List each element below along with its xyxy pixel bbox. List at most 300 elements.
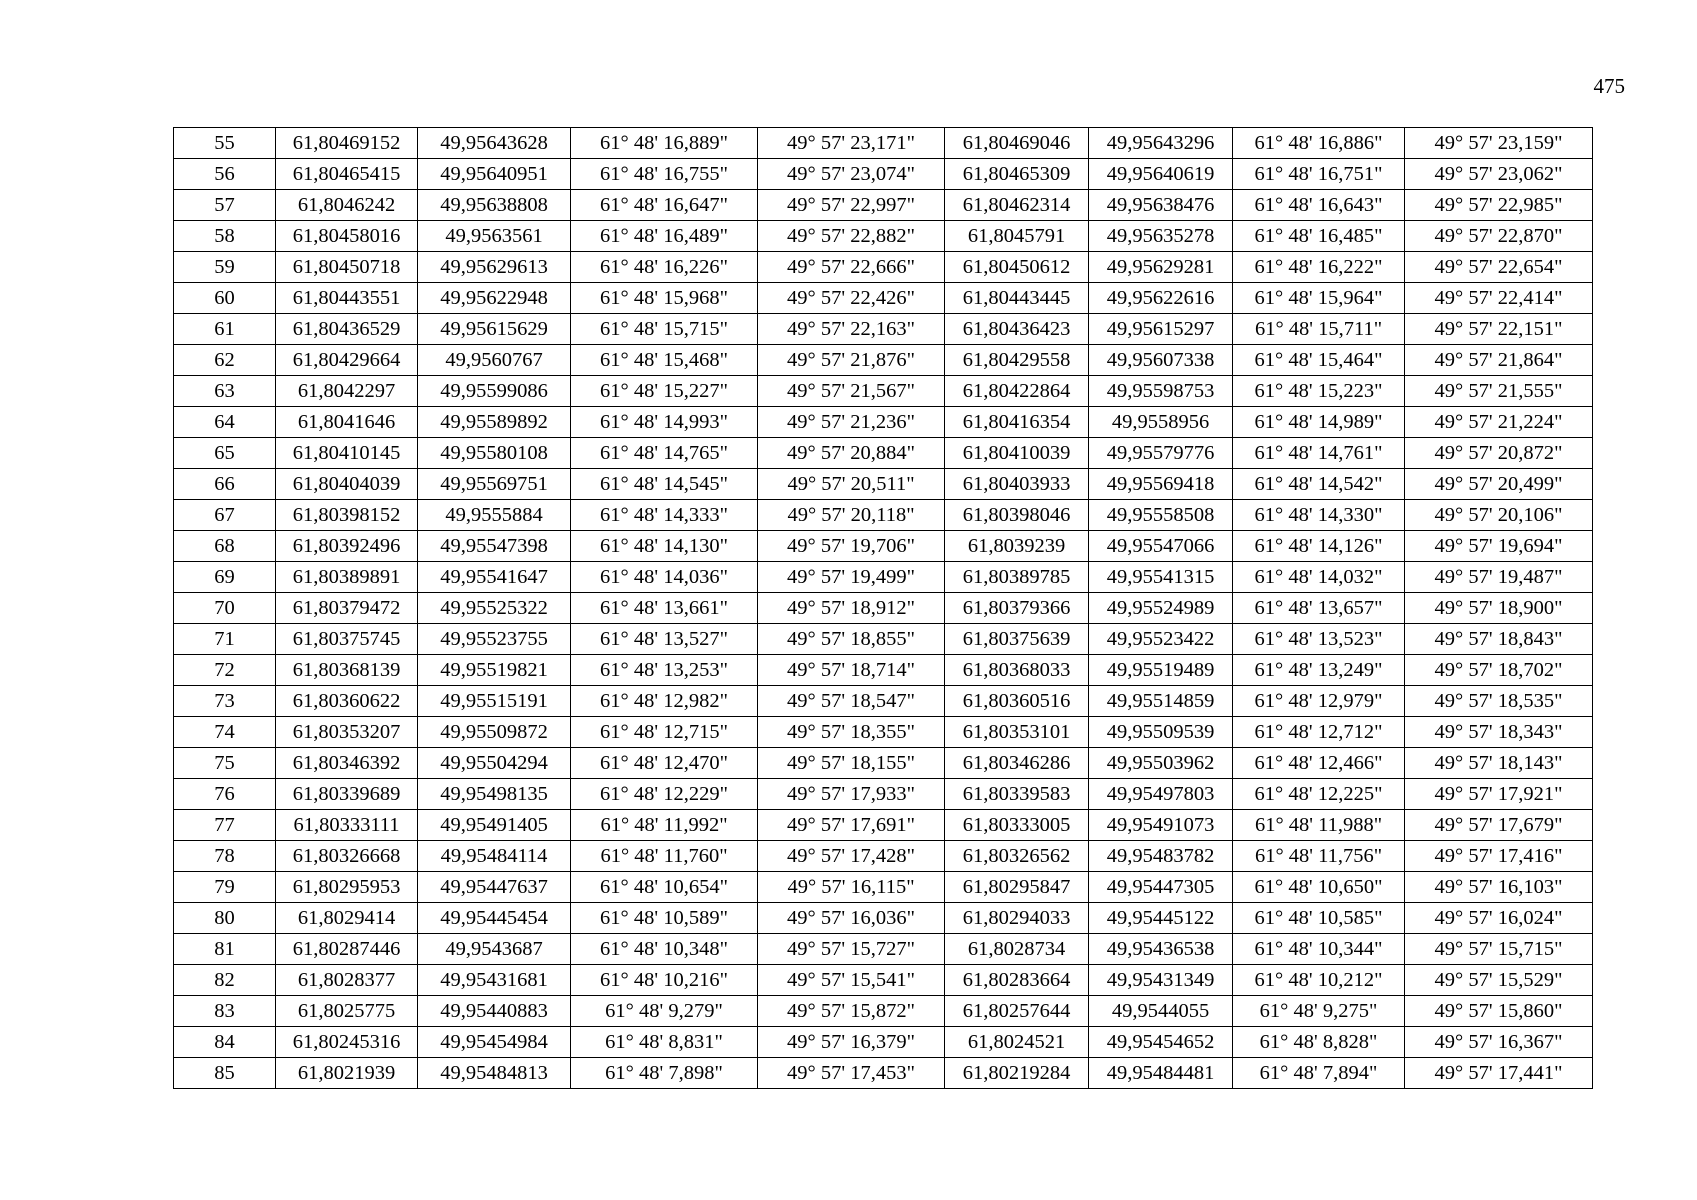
longitude-decimal-2-cell: 49,95579776 [1089,438,1233,469]
longitude-dms-2-cell: 49° 57' 15,860" [1405,996,1593,1027]
latitude-decimal-cell: 61,80458016 [276,221,418,252]
latitude-dms-cell: 61° 48' 16,226" [571,252,758,283]
latitude-dms-2-cell: 61° 48' 16,643" [1233,190,1405,221]
latitude-dms-cell: 61° 48' 14,993" [571,407,758,438]
latitude-decimal-2-cell: 61,80283664 [945,965,1089,996]
point-number-cell: 56 [174,159,276,190]
longitude-decimal-2-cell: 49,95491073 [1089,810,1233,841]
longitude-decimal-cell: 49,95431681 [418,965,571,996]
longitude-decimal-2-cell: 49,95509539 [1089,717,1233,748]
point-number-cell: 80 [174,903,276,934]
latitude-dms-2-cell: 61° 48' 10,650" [1233,872,1405,903]
latitude-decimal-cell: 61,8046242 [276,190,418,221]
longitude-decimal-2-cell: 49,95622616 [1089,283,1233,314]
point-number-cell: 58 [174,221,276,252]
longitude-dms-cell: 49° 57' 22,666" [758,252,945,283]
latitude-dms-2-cell: 61° 48' 8,828" [1233,1027,1405,1058]
longitude-decimal-2-cell: 49,95431349 [1089,965,1233,996]
table-row [174,810,1593,841]
latitude-dms-cell: 61° 48' 12,470" [571,748,758,779]
latitude-dms-cell: 61° 48' 15,227" [571,376,758,407]
longitude-decimal-cell: 49,95547398 [418,531,571,562]
table-row [174,686,1593,717]
latitude-dms-cell: 61° 48' 13,527" [571,624,758,655]
latitude-decimal-2-cell: 61,8028734 [945,934,1089,965]
coordinates-table [173,127,1593,1089]
longitude-dms-2-cell: 49° 57' 22,985" [1405,190,1593,221]
point-number-cell: 66 [174,469,276,500]
latitude-decimal-cell: 61,80339689 [276,779,418,810]
latitude-decimal-2-cell: 61,80379366 [945,593,1089,624]
latitude-decimal-cell: 61,80450718 [276,252,418,283]
longitude-decimal-2-cell: 49,9544055 [1089,996,1233,1027]
latitude-dms-2-cell: 61° 48' 13,523" [1233,624,1405,655]
longitude-dms-cell: 49° 57' 15,727" [758,934,945,965]
longitude-decimal-2-cell: 49,95638476 [1089,190,1233,221]
longitude-dms-2-cell: 49° 57' 16,024" [1405,903,1593,934]
longitude-decimal-cell: 49,95509872 [418,717,571,748]
latitude-dms-cell: 61° 48' 13,253" [571,655,758,686]
latitude-decimal-2-cell: 61,80462314 [945,190,1089,221]
longitude-decimal-2-cell: 49,95607338 [1089,345,1233,376]
latitude-dms-2-cell: 61° 48' 12,712" [1233,717,1405,748]
latitude-dms-2-cell: 61° 48' 12,979" [1233,686,1405,717]
longitude-dms-2-cell: 49° 57' 22,151" [1405,314,1593,345]
latitude-dms-cell: 61° 48' 15,968" [571,283,758,314]
longitude-dms-2-cell: 49° 57' 21,224" [1405,407,1593,438]
longitude-dms-cell: 49° 57' 17,691" [758,810,945,841]
latitude-dms-cell: 61° 48' 11,760" [571,841,758,872]
table-body [174,128,1593,1089]
latitude-dms-cell: 61° 48' 14,036" [571,562,758,593]
table-row [174,1058,1593,1089]
table-row [174,872,1593,903]
longitude-decimal-cell: 49,95491405 [418,810,571,841]
latitude-decimal-2-cell: 61,80375639 [945,624,1089,655]
longitude-decimal-cell: 49,95615629 [418,314,571,345]
table-row [174,655,1593,686]
latitude-decimal-2-cell: 61,80429558 [945,345,1089,376]
latitude-dms-2-cell: 61° 48' 14,542" [1233,469,1405,500]
table-row [174,1027,1593,1058]
point-number-cell: 62 [174,345,276,376]
table-row [174,221,1593,252]
longitude-dms-cell: 49° 57' 16,115" [758,872,945,903]
latitude-dms-2-cell: 61° 48' 15,464" [1233,345,1405,376]
latitude-dms-cell: 61° 48' 16,755" [571,159,758,190]
latitude-decimal-2-cell: 61,80294033 [945,903,1089,934]
latitude-dms-cell: 61° 48' 16,647" [571,190,758,221]
longitude-dms-cell: 49° 57' 21,236" [758,407,945,438]
longitude-dms-2-cell: 49° 57' 18,535" [1405,686,1593,717]
longitude-dms-cell: 49° 57' 22,426" [758,283,945,314]
latitude-decimal-cell: 61,80469152 [276,128,418,159]
latitude-dms-2-cell: 61° 48' 14,126" [1233,531,1405,562]
longitude-decimal-cell: 49,95498135 [418,779,571,810]
longitude-decimal-cell: 49,95569751 [418,469,571,500]
point-number-cell: 57 [174,190,276,221]
latitude-decimal-2-cell: 61,80465309 [945,159,1089,190]
latitude-decimal-2-cell: 61,80416354 [945,407,1089,438]
latitude-dms-2-cell: 61° 48' 15,223" [1233,376,1405,407]
latitude-dms-2-cell: 61° 48' 10,585" [1233,903,1405,934]
table-row [174,500,1593,531]
table-row [174,934,1593,965]
latitude-decimal-cell: 61,80429664 [276,345,418,376]
point-number-cell: 84 [174,1027,276,1058]
longitude-dms-2-cell: 49° 57' 18,702" [1405,655,1593,686]
latitude-decimal-cell: 61,8042297 [276,376,418,407]
longitude-decimal-cell: 49,9560767 [418,345,571,376]
latitude-decimal-cell: 61,80436529 [276,314,418,345]
point-number-cell: 75 [174,748,276,779]
longitude-dms-cell: 49° 57' 19,499" [758,562,945,593]
longitude-decimal-2-cell: 49,95514859 [1089,686,1233,717]
latitude-decimal-cell: 61,80465415 [276,159,418,190]
point-number-cell: 59 [174,252,276,283]
latitude-dms-2-cell: 61° 48' 16,751" [1233,159,1405,190]
longitude-decimal-2-cell: 49,95615297 [1089,314,1233,345]
longitude-decimal-2-cell: 49,95569418 [1089,469,1233,500]
point-number-cell: 85 [174,1058,276,1089]
longitude-decimal-2-cell: 49,95547066 [1089,531,1233,562]
latitude-decimal-cell: 61,80443551 [276,283,418,314]
latitude-dms-2-cell: 61° 48' 13,657" [1233,593,1405,624]
latitude-decimal-2-cell: 61,80389785 [945,562,1089,593]
longitude-dms-cell: 49° 57' 22,163" [758,314,945,345]
latitude-decimal-cell: 61,80326668 [276,841,418,872]
longitude-dms-cell: 49° 57' 18,155" [758,748,945,779]
longitude-decimal-cell: 49,95519821 [418,655,571,686]
table-row [174,965,1593,996]
longitude-decimal-2-cell: 49,95598753 [1089,376,1233,407]
longitude-dms-cell: 49° 57' 20,884" [758,438,945,469]
latitude-decimal-cell: 61,80379472 [276,593,418,624]
latitude-decimal-cell: 61,80360622 [276,686,418,717]
latitude-decimal-2-cell: 61,80360516 [945,686,1089,717]
longitude-dms-cell: 49° 57' 16,379" [758,1027,945,1058]
longitude-dms-cell: 49° 57' 18,355" [758,717,945,748]
latitude-dms-2-cell: 61° 48' 7,894" [1233,1058,1405,1089]
latitude-dms-cell: 61° 48' 9,279" [571,996,758,1027]
longitude-dms-2-cell: 49° 57' 20,872" [1405,438,1593,469]
point-number-cell: 61 [174,314,276,345]
latitude-decimal-cell: 61,80389891 [276,562,418,593]
longitude-dms-cell: 49° 57' 21,876" [758,345,945,376]
latitude-decimal-cell: 61,80333111 [276,810,418,841]
longitude-dms-cell: 49° 57' 18,912" [758,593,945,624]
longitude-dms-2-cell: 49° 57' 16,367" [1405,1027,1593,1058]
table-row [174,407,1593,438]
point-number-cell: 73 [174,686,276,717]
longitude-dms-2-cell: 49° 57' 15,715" [1405,934,1593,965]
longitude-decimal-cell: 49,95622948 [418,283,571,314]
table-row [174,314,1593,345]
latitude-dms-2-cell: 61° 48' 15,711" [1233,314,1405,345]
longitude-decimal-cell: 49,95599086 [418,376,571,407]
longitude-decimal-cell: 49,95484114 [418,841,571,872]
latitude-dms-2-cell: 61° 48' 16,222" [1233,252,1405,283]
point-number-cell: 82 [174,965,276,996]
longitude-decimal-2-cell: 49,95447305 [1089,872,1233,903]
latitude-dms-cell: 61° 48' 16,489" [571,221,758,252]
latitude-decimal-2-cell: 61,80469046 [945,128,1089,159]
latitude-decimal-2-cell: 61,80403933 [945,469,1089,500]
longitude-dms-2-cell: 49° 57' 18,843" [1405,624,1593,655]
table-row [174,748,1593,779]
longitude-dms-2-cell: 49° 57' 16,103" [1405,872,1593,903]
longitude-decimal-2-cell: 49,95635278 [1089,221,1233,252]
latitude-dms-2-cell: 61° 48' 10,212" [1233,965,1405,996]
longitude-dms-2-cell: 49° 57' 17,416" [1405,841,1593,872]
point-number-cell: 68 [174,531,276,562]
latitude-decimal-cell: 61,80353207 [276,717,418,748]
longitude-decimal-2-cell: 49,95523422 [1089,624,1233,655]
longitude-decimal-cell: 49,95640951 [418,159,571,190]
point-number-cell: 83 [174,996,276,1027]
latitude-dms-2-cell: 61° 48' 12,466" [1233,748,1405,779]
latitude-dms-cell: 61° 48' 10,348" [571,934,758,965]
longitude-dms-2-cell: 49° 57' 18,343" [1405,717,1593,748]
point-number-cell: 64 [174,407,276,438]
latitude-decimal-2-cell: 61,80339583 [945,779,1089,810]
latitude-decimal-cell: 61,80398152 [276,500,418,531]
point-number-cell: 55 [174,128,276,159]
longitude-dms-cell: 49° 57' 22,997" [758,190,945,221]
latitude-decimal-2-cell: 61,80410039 [945,438,1089,469]
longitude-decimal-2-cell: 49,95503962 [1089,748,1233,779]
latitude-decimal-cell: 61,80287446 [276,934,418,965]
longitude-dms-cell: 49° 57' 15,872" [758,996,945,1027]
latitude-dms-2-cell: 61° 48' 11,988" [1233,810,1405,841]
longitude-decimal-2-cell: 49,95519489 [1089,655,1233,686]
table-row [174,841,1593,872]
latitude-dms-2-cell: 61° 48' 10,344" [1233,934,1405,965]
longitude-dms-2-cell: 49° 57' 20,106" [1405,500,1593,531]
longitude-dms-2-cell: 49° 57' 21,555" [1405,376,1593,407]
latitude-dms-cell: 61° 48' 7,898" [571,1058,758,1089]
latitude-decimal-cell: 61,8041646 [276,407,418,438]
latitude-dms-2-cell: 61° 48' 14,330" [1233,500,1405,531]
longitude-decimal-2-cell: 49,95497803 [1089,779,1233,810]
table-row [174,562,1593,593]
longitude-decimal-2-cell: 49,95629281 [1089,252,1233,283]
latitude-decimal-2-cell: 61,80346286 [945,748,1089,779]
table-row [174,531,1593,562]
point-number-cell: 71 [174,624,276,655]
longitude-decimal-2-cell: 49,95436538 [1089,934,1233,965]
longitude-dms-2-cell: 49° 57' 22,414" [1405,283,1593,314]
latitude-decimal-2-cell: 61,80450612 [945,252,1089,283]
latitude-decimal-2-cell: 61,80398046 [945,500,1089,531]
longitude-dms-2-cell: 49° 57' 23,159" [1405,128,1593,159]
longitude-decimal-cell: 49,95638808 [418,190,571,221]
latitude-dms-2-cell: 61° 48' 14,032" [1233,562,1405,593]
point-number-cell: 74 [174,717,276,748]
point-number-cell: 60 [174,283,276,314]
longitude-dms-cell: 49° 57' 20,118" [758,500,945,531]
longitude-decimal-cell: 49,95447637 [418,872,571,903]
longitude-decimal-cell: 49,95629613 [418,252,571,283]
longitude-dms-cell: 49° 57' 23,171" [758,128,945,159]
point-number-cell: 69 [174,562,276,593]
latitude-dms-cell: 61° 48' 11,992" [571,810,758,841]
latitude-dms-cell: 61° 48' 12,229" [571,779,758,810]
longitude-decimal-cell: 49,95515191 [418,686,571,717]
point-number-cell: 78 [174,841,276,872]
latitude-decimal-2-cell: 61,80368033 [945,655,1089,686]
latitude-decimal-cell: 61,8025775 [276,996,418,1027]
latitude-decimal-cell: 61,80368139 [276,655,418,686]
latitude-decimal-cell: 61,80404039 [276,469,418,500]
point-number-cell: 77 [174,810,276,841]
table-row [174,190,1593,221]
latitude-decimal-cell: 61,80375745 [276,624,418,655]
latitude-dms-2-cell: 61° 48' 11,756" [1233,841,1405,872]
longitude-decimal-2-cell: 49,95558508 [1089,500,1233,531]
latitude-dms-cell: 61° 48' 13,661" [571,593,758,624]
latitude-decimal-2-cell: 61,80326562 [945,841,1089,872]
longitude-decimal-2-cell: 49,95541315 [1089,562,1233,593]
table-row [174,345,1593,376]
latitude-dms-cell: 61° 48' 14,765" [571,438,758,469]
longitude-decimal-cell: 49,95523755 [418,624,571,655]
latitude-dms-2-cell: 61° 48' 9,275" [1233,996,1405,1027]
longitude-decimal-2-cell: 49,9558956 [1089,407,1233,438]
latitude-decimal-cell: 61,80346392 [276,748,418,779]
longitude-decimal-cell: 49,95440883 [418,996,571,1027]
latitude-decimal-cell: 61,8021939 [276,1058,418,1089]
latitude-decimal-2-cell: 61,80219284 [945,1058,1089,1089]
latitude-dms-2-cell: 61° 48' 16,886" [1233,128,1405,159]
latitude-decimal-2-cell: 61,80333005 [945,810,1089,841]
table-row [174,283,1593,314]
latitude-decimal-2-cell: 61,80422864 [945,376,1089,407]
latitude-decimal-2-cell: 61,80436423 [945,314,1089,345]
latitude-dms-2-cell: 61° 48' 14,761" [1233,438,1405,469]
longitude-decimal-2-cell: 49,95484481 [1089,1058,1233,1089]
table-row [174,159,1593,190]
point-number-cell: 76 [174,779,276,810]
longitude-decimal-cell: 49,95541647 [418,562,571,593]
longitude-decimal-cell: 49,95580108 [418,438,571,469]
longitude-dms-2-cell: 49° 57' 22,870" [1405,221,1593,252]
longitude-decimal-cell: 49,9563561 [418,221,571,252]
point-number-cell: 79 [174,872,276,903]
table-row [174,593,1593,624]
table-row [174,996,1593,1027]
table-row [174,469,1593,500]
latitude-decimal-2-cell: 61,80295847 [945,872,1089,903]
latitude-dms-cell: 61° 48' 14,333" [571,500,758,531]
longitude-decimal-cell: 49,95454984 [418,1027,571,1058]
longitude-decimal-2-cell: 49,95445122 [1089,903,1233,934]
longitude-decimal-cell: 49,9555884 [418,500,571,531]
longitude-dms-cell: 49° 57' 18,714" [758,655,945,686]
longitude-decimal-cell: 49,95589892 [418,407,571,438]
longitude-decimal-cell: 49,95484813 [418,1058,571,1089]
longitude-dms-cell: 49° 57' 17,933" [758,779,945,810]
latitude-dms-cell: 61° 48' 12,715" [571,717,758,748]
longitude-dms-cell: 49° 57' 18,855" [758,624,945,655]
longitude-decimal-2-cell: 49,95643296 [1089,128,1233,159]
longitude-dms-cell: 49° 57' 17,453" [758,1058,945,1089]
latitude-dms-2-cell: 61° 48' 15,964" [1233,283,1405,314]
latitude-decimal-cell: 61,80410145 [276,438,418,469]
longitude-decimal-2-cell: 49,95454652 [1089,1027,1233,1058]
point-number-cell: 67 [174,500,276,531]
latitude-dms-cell: 61° 48' 14,130" [571,531,758,562]
latitude-dms-2-cell: 61° 48' 12,225" [1233,779,1405,810]
longitude-decimal-2-cell: 49,95640619 [1089,159,1233,190]
latitude-decimal-cell: 61,80392496 [276,531,418,562]
latitude-dms-cell: 61° 48' 10,589" [571,903,758,934]
latitude-decimal-2-cell: 61,80257644 [945,996,1089,1027]
latitude-dms-2-cell: 61° 48' 13,249" [1233,655,1405,686]
table-row [174,128,1593,159]
table-row [174,717,1593,748]
longitude-dms-cell: 49° 57' 20,511" [758,469,945,500]
point-number-cell: 65 [174,438,276,469]
table-row [174,903,1593,934]
latitude-decimal-cell: 61,8028377 [276,965,418,996]
point-number-cell: 81 [174,934,276,965]
latitude-dms-2-cell: 61° 48' 16,485" [1233,221,1405,252]
table-row [174,252,1593,283]
longitude-dms-cell: 49° 57' 23,074" [758,159,945,190]
longitude-decimal-cell: 49,95504294 [418,748,571,779]
longitude-dms-cell: 49° 57' 21,567" [758,376,945,407]
longitude-dms-2-cell: 49° 57' 21,864" [1405,345,1593,376]
latitude-dms-2-cell: 61° 48' 14,989" [1233,407,1405,438]
longitude-dms-cell: 49° 57' 18,547" [758,686,945,717]
longitude-decimal-cell: 49,95445454 [418,903,571,934]
latitude-dms-cell: 61° 48' 12,982" [571,686,758,717]
longitude-dms-2-cell: 49° 57' 15,529" [1405,965,1593,996]
latitude-dms-cell: 61° 48' 8,831" [571,1027,758,1058]
longitude-dms-2-cell: 49° 57' 19,694" [1405,531,1593,562]
longitude-dms-2-cell: 49° 57' 17,679" [1405,810,1593,841]
table-row [174,376,1593,407]
longitude-dms-2-cell: 49° 57' 17,441" [1405,1058,1593,1089]
latitude-dms-cell: 61° 48' 15,715" [571,314,758,345]
latitude-decimal-2-cell: 61,80353101 [945,717,1089,748]
table-row [174,779,1593,810]
point-number-cell: 70 [174,593,276,624]
latitude-dms-cell: 61° 48' 10,654" [571,872,758,903]
latitude-decimal-2-cell: 61,8024521 [945,1027,1089,1058]
latitude-dms-cell: 61° 48' 14,545" [571,469,758,500]
longitude-dms-2-cell: 49° 57' 20,499" [1405,469,1593,500]
longitude-dms-2-cell: 49° 57' 23,062" [1405,159,1593,190]
longitude-dms-cell: 49° 57' 19,706" [758,531,945,562]
longitude-dms-2-cell: 49° 57' 19,487" [1405,562,1593,593]
latitude-decimal-cell: 61,80295953 [276,872,418,903]
longitude-dms-cell: 49° 57' 15,541" [758,965,945,996]
longitude-decimal-2-cell: 49,95483782 [1089,841,1233,872]
latitude-decimal-cell: 61,80245316 [276,1027,418,1058]
latitude-decimal-2-cell: 61,80443445 [945,283,1089,314]
point-number-cell: 72 [174,655,276,686]
longitude-decimal-cell: 49,95525322 [418,593,571,624]
page-number: 475 [1593,74,1625,98]
longitude-dms-2-cell: 49° 57' 18,143" [1405,748,1593,779]
longitude-dms-cell: 49° 57' 16,036" [758,903,945,934]
longitude-dms-2-cell: 49° 57' 17,921" [1405,779,1593,810]
table-row [174,438,1593,469]
latitude-decimal-cell: 61,8029414 [276,903,418,934]
longitude-dms-2-cell: 49° 57' 18,900" [1405,593,1593,624]
